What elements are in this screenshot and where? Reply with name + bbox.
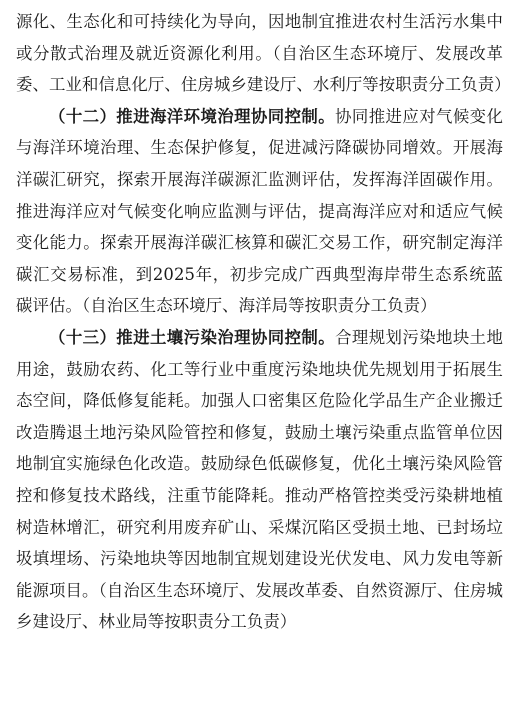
paragraph-continuation [16,6,511,101]
paragraph-text: 合理规划污染地块土地用途，鼓励农药、化工等行业中重度污染地块优先规划用于拓展生态空间，降低修复能耗。加强人口密集区危险化学品生产企业搬迁改造腾退土地污染风险管控和修复，鼓励土壤污染重点监管单位因地制宜实施绿色化改造。鼓励绿色低碳修复，优化土壤污染风险管控和修复技术路线，注重节能降耗。推动严格管控类受污染耕地植树造林增汇，研究利用废弃矿山、采煤沉陷区受损土地、已封场垃圾填埋场、污染地块等因地制宜规划建设光伏发电、风力发电等新能源项目。（自治区生态环境厅、发展改革委、自然资源厅、住房城乡建设厅、林业局等按职责分工负责） [16,327,503,632]
section-heading: （十三）推进土壤污染治理协同控制。 [49,327,336,347]
section-heading: （十二）推进海洋环境治理协同控制。 [49,106,336,126]
paragraph-text: 协同推进应对气候变化与海洋环境治理、生态保护修复，促进减污降碳协同增效。开展海洋碳汇研究，探索开展海洋碳源汇监测评估，发挥海洋固碳作用。推进海洋应对气候变化响应监测与评估，提高海洋应对和适应气候变化能力。探索开展海洋碳汇核算和碳汇交易工作，研究制定海洋碳汇交易标准，到2025年，初步完成广西典型海岸带生态系统蓝碳评估。（自治区生态环境厅、海洋局等按职责分工负责） [16,106,503,316]
paragraph-text: 源化、生态化和可持续化为导向，因地制宜推进农村生活污水集中或分散式治理及就近资源化利用。（自治区生态环境厅、发展改革委、工业和信息化厅、住房城乡建设厅、水利厅等按职责分工负责） [16,12,511,95]
paragraph-marine-governance [16,101,503,322]
paragraph-soil-governance [16,322,503,638]
